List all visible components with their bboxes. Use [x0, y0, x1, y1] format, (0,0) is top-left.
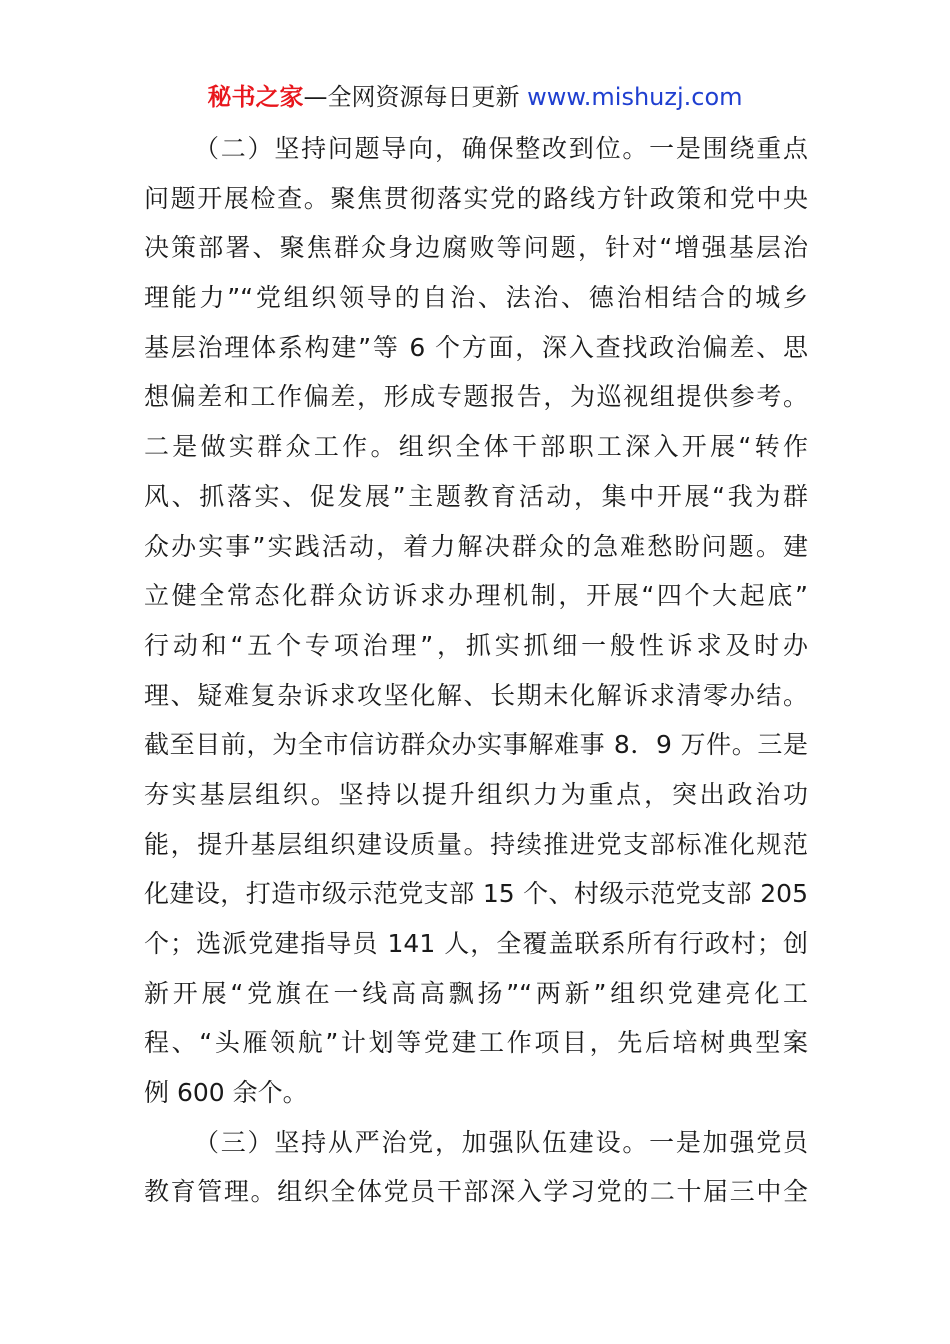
text-line: 化建设，打造市级示范党支部 15 个、村级示范党支部 205	[144, 879, 808, 909]
text-line: 风、抓落实、促发展”主题教育活动，集中开展“我为群	[144, 481, 808, 511]
text-line: 截至目前，为全市信访群众办实事解难事 8．9 万件。三是	[144, 730, 808, 760]
text-line: 想偏差和工作偏差，形成专题报告，为巡视组提供参考。	[144, 382, 808, 412]
text-line: 教育管理。组织全体党员干部深入学习党的二十届三中全	[144, 1177, 808, 1207]
header-tagline: —全网资源每日更新	[303, 83, 528, 111]
text-line: 新开展“党旗在一线高高飘扬”“两新”组织党建亮化工	[144, 978, 808, 1008]
text-line: 行动和“五个专项治理”，抓实抓细一般性诉求及时办	[144, 630, 808, 660]
paragraph-3	[144, 1118, 808, 1217]
text-line: 立健全常态化群众访诉求办理机制，开展“四个大起底”	[144, 581, 808, 611]
text-line: 个；选派党建指导员 141 人，全覆盖联系所有行政村；创	[144, 929, 808, 958]
text-line: 众办实事”实践活动，着力解决群众的急难愁盼问题。建	[144, 531, 808, 561]
text-line: 决策部署、聚焦群众身边腐败等问题，针对“增强基层治	[144, 233, 808, 263]
text-line: （三）坚持从严治党，加强队伍建设。一是加强党员	[194, 1127, 808, 1157]
text-line: 问题开展检查。聚焦贯彻落实党的路线方针政策和党中央	[144, 183, 808, 213]
brand-name: 秘书之家	[207, 83, 304, 111]
text-line: 夯实基层组织。坚持以提升组织力为重点，突出政治功	[144, 779, 808, 809]
text-line: 理能力”“党组织领导的自治、法治、德治相结合的城乡	[144, 283, 808, 313]
text-line: 程、“头雁领航”计划等党建工作项目，先后培树典型案	[144, 1028, 808, 1058]
website-link[interactable]: www.mishuzj.com	[527, 83, 743, 111]
text-line: 基层治理体系构建”等 6 个方面，深入查找政治偏差、思	[144, 332, 808, 362]
text-line: 能，提升基层组织建设质量。持续推进党支部标准化规范	[144, 829, 808, 859]
text-line: 例 600 余个。	[144, 1078, 308, 1108]
page-header	[0, 80, 950, 114]
text-line: 二是做实群众工作。组织全体干部职工深入开展“转作	[144, 432, 808, 462]
text-line: （二）坚持问题导向，确保整改到位。一是围绕重点	[194, 134, 808, 163]
text-line: 理、疑难复杂诉求攻坚化解、长期未化解诉求清零办结。	[144, 680, 808, 710]
paragraph-2	[144, 124, 808, 1118]
document-body	[144, 124, 808, 1217]
